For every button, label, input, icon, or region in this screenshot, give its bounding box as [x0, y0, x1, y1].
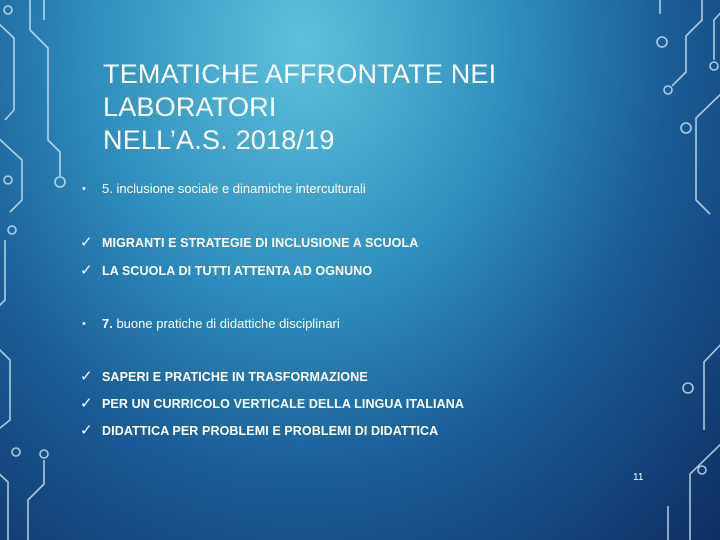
title-line: NELL’A.S. 2018/19 [103, 125, 335, 155]
list-item-label: buone pratiche di didattiche disciplinari [112, 316, 340, 331]
page-number: 11 [633, 472, 644, 483]
bullet-icon: • [82, 183, 86, 195]
list-item-text: LA SCUOLA DI TUTTI ATTENTA AD OGNUNO [102, 264, 373, 278]
list-item-text: DIDATTICA PER PROBLEMI E PROBLEMI DI DIDATTICA [102, 424, 439, 438]
bullet-icon: • [82, 318, 86, 330]
list-item-text: 5. inclusione sociale e dinamiche interculturali [102, 181, 366, 196]
list-item-text [102, 316, 340, 332]
list-item-text: PER UN CURRICOLO VERTICALE DELLA LINGUA ITALIANA [102, 397, 464, 411]
checkmark-icon: ✓ [80, 368, 93, 385]
title-line: LABORATORI [103, 92, 277, 122]
checkmark-icon: ✓ [80, 262, 93, 279]
checkmark-icon: ✓ [80, 234, 93, 251]
list-item-text: SAPERI E PRATICHE IN TRASFORMAZIONE [102, 370, 368, 384]
list-item-text: MIGRANTI E STRATEGIE DI INCLUSIONE A SCUOLA [102, 236, 419, 250]
slide-title [103, 58, 496, 157]
title-line: TEMATICHE AFFRONTATE NEI [103, 59, 497, 89]
checkmark-icon: ✓ [80, 422, 93, 439]
list-item-number: 7. [102, 316, 113, 331]
checkmark-icon: ✓ [80, 395, 93, 412]
